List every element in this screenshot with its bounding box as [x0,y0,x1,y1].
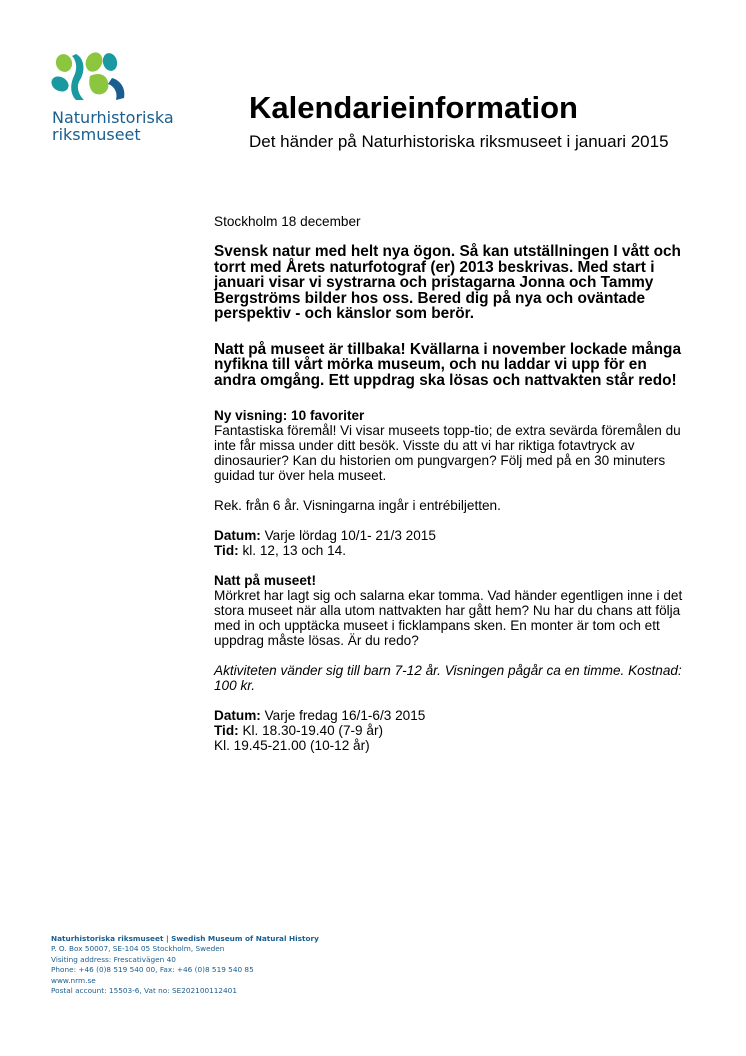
nrm-logo-icon [50,50,130,104]
time-value: kl. 12, 13 och 14. [238,543,346,558]
date-value: Varje fredag 16/1-6/3 2015 [260,708,426,723]
logo-name-line1: Naturhistoriska [52,108,174,127]
page-subtitle: Det händer på Naturhistoriska riksmuseet i januari 2015 [249,132,669,151]
date-row-natt [214,708,684,723]
museum-logo [50,50,174,150]
section-text-favoriter: Fantastiska föremål! Vi visar museets topp-tio; de extra sevärda föremålen du inte får missa under ditt besök. Visste du att vi har riktiga fotavtryck av dinosaurier? Kan du historien om pungvargen? Följ med på en 30 minuters guidad tur över hela museet. [214,423,681,483]
lead-paragraph-1: Svensk natur med helt nya ögon. Så kan utställningen I vått och torrt med Årets naturfotograf (er) 2013 beskrivas. Med start i januari visar vi systrarna och pristagarna Jonna och Tammy Bergströms bilder hos oss. Bered dig på nya och oväntade perspektiv - och känslor som berör. [214,243,681,322]
time-row-natt [214,723,684,738]
footer-org: Naturhistoriska riksmuseet | Swedish Museum of Natural History [51,934,319,943]
footer [51,934,319,996]
page-title: Kalendarieinformation [249,90,578,125]
footer-postal: Postal account: 15503-6, Vat no: SE202100112401 [51,986,237,996]
date-label: Datum: [214,528,261,543]
press-release-body [214,214,684,753]
section-heading-natt: Natt på museet! [214,573,316,588]
section-heading-favoriter: Ny visning: 10 favoriter [214,408,365,423]
footer-web: www.nrm.se [51,975,96,985]
footer-phone: Phone: +46 (0)8 519 540 00, Fax: +46 (0)8 519 540 85 [51,965,254,975]
section-note-favoriter: Rek. från 6 år. Visningarna ingår i entrébiljetten. [214,498,501,513]
footer-address: P. O. Box 50007, SE-104 05 Stockholm, Sweden [51,944,225,954]
date-value: Varje lördag 10/1- 21/3 2015 [260,528,436,543]
time-row-natt-2: Kl. 19.45-21.00 (10-12 år) [214,738,370,753]
dateline: Stockholm 18 december [214,214,361,229]
lead-paragraph-2: Natt på museet är tillbaka! Kvällarna i november lockade många nyfikna till vårt mörka museum, och nu laddar vi upp för en andra omgång. Ett uppdrag ska lösas och nattvakten står redo! [214,340,682,389]
date-label: Datum: [214,708,261,723]
footer-visiting: Visiting address: Frescativägen 40 [51,954,176,964]
time-value: Kl. 18.30-19.40 (7-9 år) [238,723,383,738]
time-label: Tid: [214,723,239,738]
logo-name-line2: riksmuseet [52,125,141,144]
date-row-favoriter [214,528,684,543]
section-text-natt: Mörkret har lagt sig och salarna ekar tomma. Vad händer egentligen inne i det stora museet när alla utom nattvakten har gått hem? Nu har du chans att följa med in och upptäcka museet i ficklampans sken. En monter är tom och ett uppdrag måste lösas. Är du redo? [214,588,683,648]
section-note-natt: Aktiviteten vänder sig till barn 7-12 år. Visningen pågår ca en timme. Kostnad: 100 kr. [214,663,682,693]
time-row-favoriter [214,543,684,558]
time-label: Tid: [214,543,239,558]
